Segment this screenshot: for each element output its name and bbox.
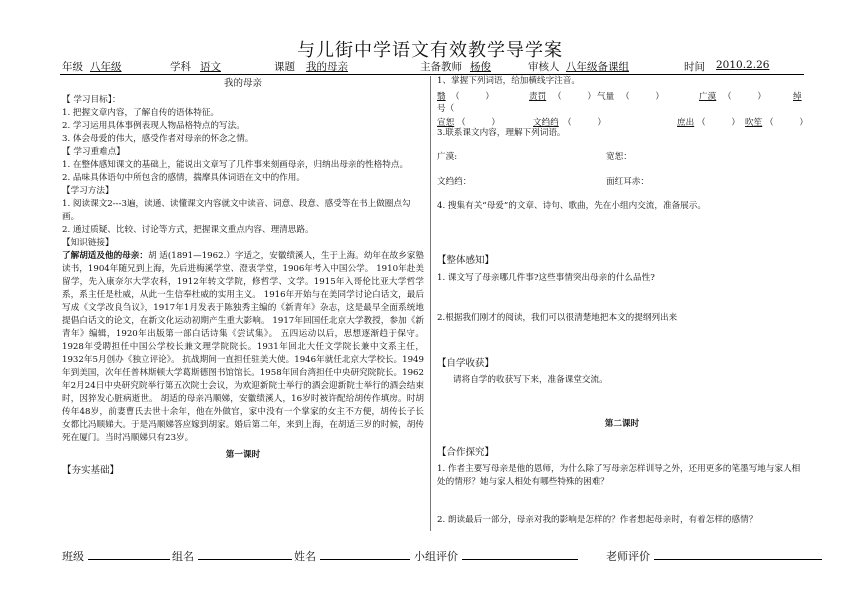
term-4: 面红耳赤： bbox=[606, 177, 649, 187]
reviewer-value: 八年级备课组 bbox=[566, 61, 629, 73]
time-label: 时间 bbox=[684, 61, 705, 73]
collect-question: 4. 搜集有关“母爱”的文章、诗句、歌曲，先在小组内交流，准备展示。 bbox=[437, 201, 706, 211]
goal-item: 3. 体会母爱的伟大，感受作者对母亲的怀念之情。 bbox=[62, 134, 254, 144]
self-heading: 【自学收获】 bbox=[437, 358, 495, 369]
method-item: 2. 通过质疑、比较、讨论等方式，把握课文重点内容、理清思路。 bbox=[62, 225, 314, 235]
first-lesson-heading: 第一课时 bbox=[225, 450, 261, 460]
word-6: 号（ bbox=[437, 104, 455, 114]
group-label: 组名 bbox=[172, 550, 194, 563]
focus-item: 1. 在整体感知课文的基础上，能说出文章写了几件事来刻画母亲，归纳出母亲的性格特点。 bbox=[62, 160, 409, 170]
basics-heading: 【夯实基础】 bbox=[62, 465, 120, 476]
word-7: 宣恕 bbox=[437, 118, 455, 128]
focus-item: 2. 品味具体语句中所包含的感情，揣摩具体词语在文中的作用。 bbox=[62, 173, 305, 183]
name-label: 姓名 bbox=[294, 550, 316, 563]
method-item: 1. 阅读课文2---3遍，读通、读懂课文内容就文中读音、词意、段意、感受等在书上做圈点勾画。 bbox=[62, 199, 411, 222]
time-value: 2010.2.26 bbox=[716, 59, 770, 71]
group-field[interactable] bbox=[198, 549, 292, 560]
bio-paragraph bbox=[62, 250, 424, 445]
goals-heading: 【 学习目标】： bbox=[62, 95, 121, 105]
teacher-eval-field[interactable] bbox=[654, 549, 822, 560]
group-eval-label: 小组评价 bbox=[414, 550, 458, 563]
name-field[interactable] bbox=[320, 549, 410, 560]
left-column bbox=[62, 77, 424, 477]
bio-lead: 了解胡适及他的母亲： bbox=[62, 251, 148, 261]
word-10: 吹笙 bbox=[745, 118, 763, 128]
blank-10: （ ） bbox=[765, 118, 808, 128]
word-2: 责罚 bbox=[529, 92, 547, 102]
overall-q2: 2.根据我们刚才的阅读，我们可以很清楚地把本文的提纲列出来 bbox=[437, 313, 678, 323]
word-9: 庶出 bbox=[677, 118, 695, 128]
focus-heading: 【 学习重难点】 bbox=[62, 147, 125, 157]
blank-1: （ ） bbox=[451, 92, 494, 102]
coop-heading: 【合作探究】 bbox=[437, 447, 495, 458]
header-row bbox=[62, 59, 802, 73]
word-3: 气量 bbox=[597, 92, 615, 102]
subject-label: 学科 bbox=[170, 61, 191, 73]
teacher-value: 杨俊 bbox=[470, 61, 491, 73]
term-1: 广漠: bbox=[437, 152, 458, 162]
blank-2: （ ） bbox=[553, 92, 596, 102]
meaning-question: 3.联系课文内容，理解下列词语。 bbox=[437, 128, 566, 138]
word-8: 文绉绉 bbox=[533, 118, 559, 128]
grade-value: 八年级 bbox=[90, 61, 122, 73]
term-2: 宽恕： bbox=[606, 152, 632, 162]
class-label: 班级 bbox=[62, 550, 84, 563]
lesson-value: 我的母亲 bbox=[306, 61, 348, 73]
blank-3: （ ） bbox=[621, 92, 664, 102]
teacher-eval-label: 老师评价 bbox=[606, 550, 650, 563]
word-4: 广漠 bbox=[699, 92, 717, 102]
term-3: 文绉绉： bbox=[437, 177, 472, 187]
vocab-block bbox=[437, 90, 807, 150]
overall-heading: 【整体感知】 bbox=[437, 255, 495, 266]
second-lesson-heading: 第二课时 bbox=[604, 419, 640, 429]
blank-4: （ ） bbox=[723, 92, 766, 102]
goal-item: 2. 学习运用具体事例表现人物品格特点的写法。 bbox=[62, 121, 245, 131]
lesson-label: 课题 bbox=[274, 61, 295, 73]
page-title: 与儿街中学语文有效教学导学案 bbox=[297, 40, 563, 61]
class-field[interactable] bbox=[88, 549, 170, 560]
blank-7: （ ） bbox=[457, 118, 500, 128]
group-eval-field[interactable] bbox=[462, 549, 578, 560]
goal-item: 1. 把握文章内容，了解自传的语体特征。 bbox=[62, 108, 220, 118]
teacher-label: 主备教师 bbox=[420, 61, 462, 73]
method-heading: 【学习方法】 bbox=[62, 186, 114, 196]
blank-9: （ ） bbox=[697, 118, 740, 128]
word-5: 绰 bbox=[793, 92, 802, 102]
vocab-question: 1、掌握下列词语，给加横线字注音。 bbox=[437, 76, 580, 86]
overall-q1: 1. 课文写了母亲哪几件事?这些事情突出母亲的什么品性? bbox=[437, 273, 655, 283]
self-text: 请将自学的收获写下来，准备课堂交流。 bbox=[453, 375, 608, 385]
word-1: 翳 bbox=[437, 92, 446, 102]
column-divider bbox=[430, 76, 431, 531]
reviewer-label: 审核人 bbox=[528, 61, 560, 73]
coop-q2: 2. 朗读最后一部分，母亲对我的影响是怎样的？作者想起母亲时，有着怎样的感情？ bbox=[437, 515, 758, 525]
subject-value: 语文 bbox=[200, 61, 221, 73]
link-heading: 【知识链接】 bbox=[62, 238, 114, 248]
bio-text: 胡 适(1891—1962.）字适之，安徽绩溪人，生于上海。幼年在故乡家塾读书，1904年随兄到上海，先后进梅溪学堂、澄衷学堂，1906年考入中国公学。 1910年赴美留学，先入康奈尔大学农科，1912年转文学院，修哲学、文学。1915年入哥伦比亚大学哲学系，系主任是杜威，从此一生信奉杜威的实用主义。 1916年开始与在美同学讨论白话文，最后写成《文学改良刍议》，1917年1月发表于陈独秀主编的《新青年》杂志，这是最早全面系统地提倡白话文的论文，在新文化运动初期产生重大影响。 1917年回国任北京大学教授，参加《新青年》编辑，1920年出版第一部白话诗集《尝试集》。 五四运动以后，思想逐渐趋于保守。1928年受聘担任中国公学校长兼文理学院院长。1931年回北大任文学院长兼中文系主任，1932年5月创办《独立评论》。 抗战期间一直担任驻美大使。1946年就任北京大学校长。1949年到美国，次年任普林斯顿大学葛斯德图书馆馆长。1958年回台湾担任中央研究院院长。1962年2月24日中央研究院举行第五次院士会议，为欢迎新院士举行的酒会迎新院士举行的酒会结束时，因猝发心脏病逝世。 胡适的母亲冯顺娣，安徽绩溪人，16岁时被许配给胡传作填房。时胡传年48岁，前妻曹氏去世十余年，他在外做官，家中没有一个掌家的女主不方便，胡传长子长女都比冯顺娣大。于是冯顺娣答应嫁到胡家。婚后第二年，来到上海，在胡适三岁的时候，胡传死在厦门。当时冯顺娣只有23岁。 bbox=[62, 251, 424, 443]
coop-q1: 1. 作者主要写母亲是他的恩师，为什么除了写母亲怎样训导之外，还用更多的笔墨写地与家人相处的情形？她与家人相处有哪些特殊的困难？ bbox=[437, 464, 801, 487]
blank-8: （ ） bbox=[563, 118, 606, 128]
grade-label: 年级 bbox=[62, 61, 83, 73]
lesson-title: 我的母亲 bbox=[223, 78, 262, 89]
